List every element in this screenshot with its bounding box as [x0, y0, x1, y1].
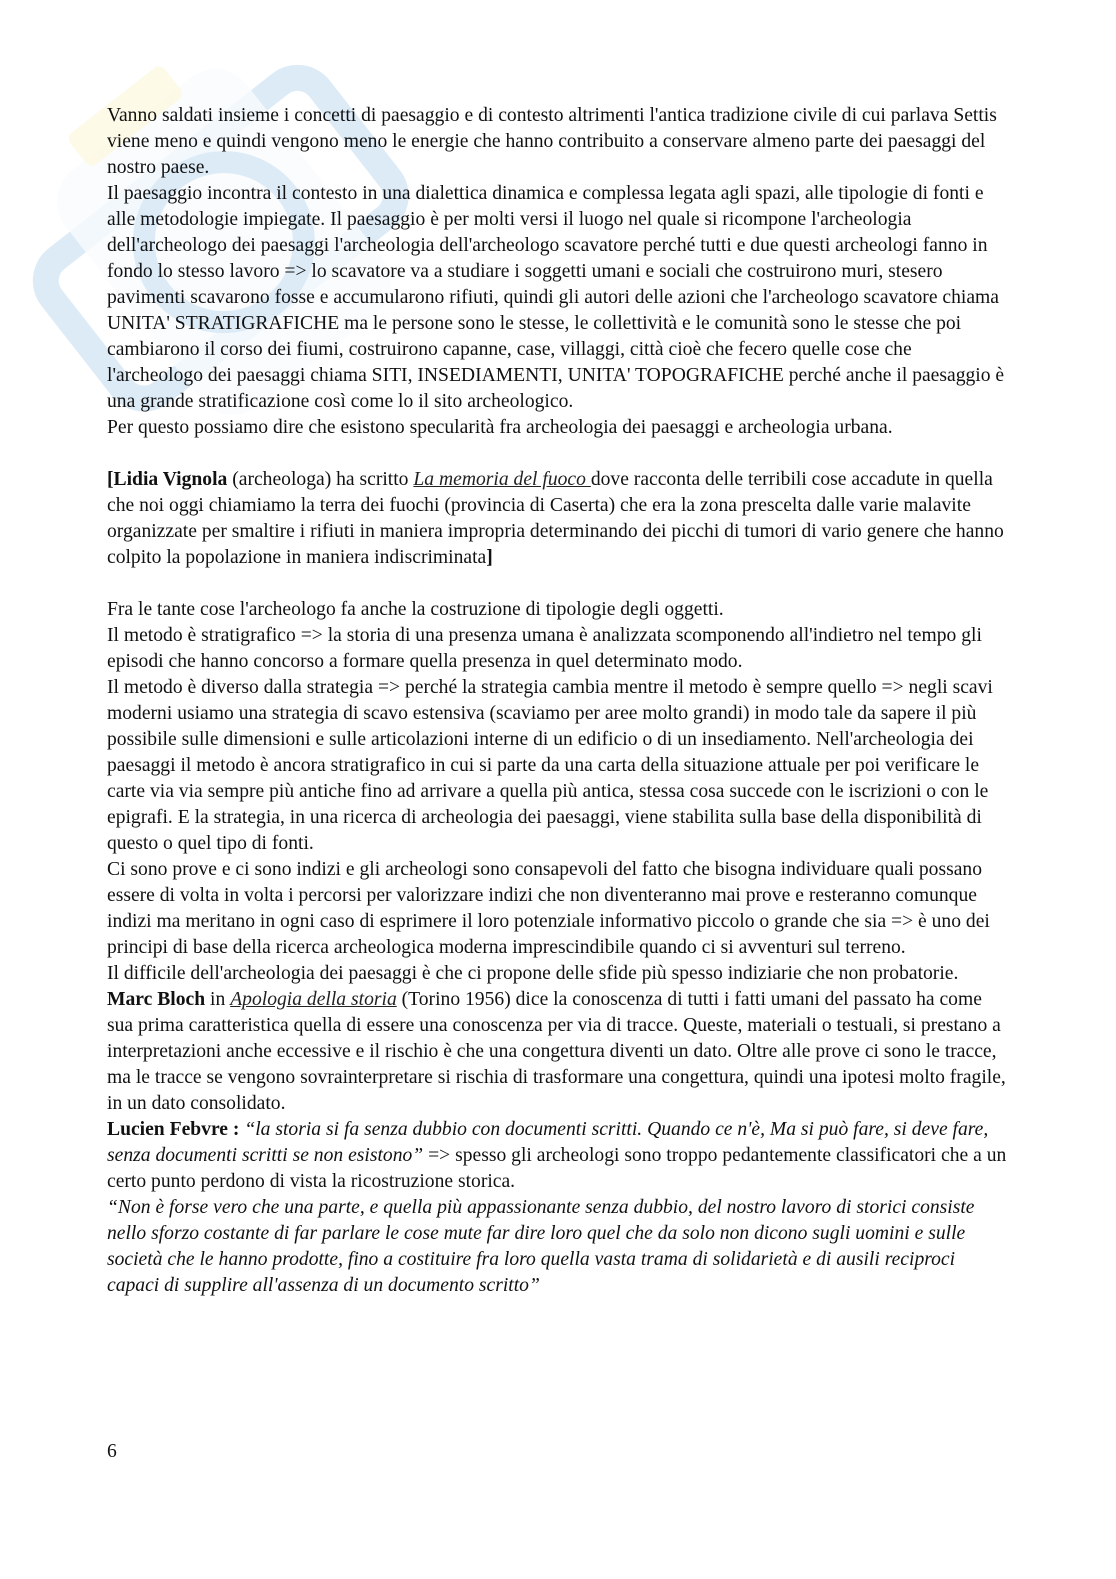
quote: “Non è forse vero che una parte, e quella più appassionante senza dubbio, del nostro lavoro di storici consiste nello sforzo costante di far parlare le cose mute far dire loro quel che da solo non dicono sugli uomini e sulle società che le hanno prodotte, fino a costituire fra loro quella vasta trama di solidarietà e di ausili reciproci capaci di supplire all'assenza di un documento scritto” — [107, 1197, 975, 1296]
paragraph: Il paesaggio incontra il contesto in una dialettica dinamica e complessa legata agli spazi, alle tipologie di fonti e alle metodologie impiegate. Il paesaggio è per molti versi il luogo nel quale si ricompone l'archeologia dell'archeologo dei paesaggi l'archeologia dell'archeologo scavatore perché tutti e due questi archeologi fanno in fondo lo stesso lavoro => lo scavatore va a studiare i soggetti umani e sociali che costruirono muri, stesero pavimenti scavarono fosse e accumularono rifiuti, quindi gli autori delle azioni che l'archeologo scavatore chiama UNITA' STRATIGRAFICHE ma le persone sono le stesse, le collettività e le comunità sono le stesse che poi cambiarono il corso dei fiumi, costruirono capanne, case, villaggi, città cioè che fecero quelle cose che l'archeologo dei paesaggi chiama SITI, INSEDIAMENTI, UNITA' TOPOGRAFICHE perché anche il paesaggio è una grande stratificazione così come lo il sito archeologico. — [107, 183, 1005, 412]
document-body — [107, 103, 1007, 1299]
quote: “la storia si fa senza dubbio con documenti scritti. Quando ce n'è, Ma si può fare, si deve fare, senza documenti scritti se non esistono” — [107, 1119, 989, 1166]
paragraph: Il difficile dell'archeologia dei paesaggi è che ci propone delle sfide più spesso indiziarie che non probatorie. — [107, 963, 959, 984]
paragraph: Ci sono prove e ci sono indizi e gli archeologi sono consapevoli del fatto che bisogna individuare quali possano essere di volta in volta i percorsi per valorizzare indizi che non diventeranno mai prove e resteranno comunque indizi ma meritano in ogni caso di esprimere il loro potenziale informativo piccolo o grande che sia => è uno dei principi di base della ricerca archeologica moderna imprescindibile quando ci si avventuri sul terreno. — [107, 859, 990, 958]
text-run: dove racconta delle terribili cose accadute in quella che noi oggi chiamiamo la terra dei fuochi (provincia di Caserta) che era la zona prescelta dalle varie malavite organizzate per smaltire i rifiuti in maniera impropria determinando dei picchi di tumori di vario genere che hanno colpito la popolazione in maniera indiscriminata — [107, 469, 1004, 568]
text-run: => spesso gli archeologi sono troppo pedantemente classificatori che a un certo punto perdono di vista la ricostruzione storica. — [107, 1145, 1007, 1192]
book-title-link[interactable]: Apologia della storia — [230, 989, 397, 1010]
author-name: Lidia Vignola — [113, 469, 228, 490]
page-number: 6 — [107, 1441, 117, 1462]
paragraph-febvre — [107, 1117, 1007, 1195]
bracket-close: ] — [486, 547, 493, 568]
book-title-link[interactable]: La memoria del fuoco — [413, 469, 591, 490]
text-run: (Torino 1956) dice la conoscenza di tutti i fatti umani del passato ha come sua prima caratteristica quella di essere una conoscenza per via di tracce. Queste, materiali o testuali, si prestano a interpretazioni anche eccessive e il rischio è che una congettura diventi un dato. Oltre alle prove ci sono le tracce, ma le tracce se vengono sovrainterpretare si rischia di trasformare una congettura, quindi una ipotesi molto fragile, in un dato consolidato. — [107, 989, 1006, 1114]
text-run: in — [205, 989, 231, 1010]
paragraph: Il metodo è stratigrafico => la storia di una presenza umana è analizzata scomponendo all'indietro nel tempo gli episodi che hanno concorso a formare quella presenza in quel determinato modo. — [107, 625, 982, 672]
author-name: Marc Bloch — [107, 989, 206, 1010]
quote-paragraph — [107, 1195, 1007, 1299]
paragraph-bloch — [107, 987, 1007, 1117]
paragraph: Il metodo è diverso dalla strategia => perché la strategia cambia mentre il metodo è sempre quello => negli scavi moderni usiamo una strategia di scavo estensiva (scaviamo per aree molto grandi) in modo tale da sapere il più possibile sulle dimensioni e sulle articolazioni interne di un edificio o di un insediamento. Nell'archeologia dei paesaggi il metodo è ancora stratigrafico in cui si parte da una carta della situazione attuale per poi verificare le carte via via sempre più antiche fino ad arrivare a quella più antica, stessa cosa succede con le iscrizioni o con le epigrafi. E la strategia, in una ricerca di archeologia dei paesaggi, viene stabilita sulla base della disponibilità di questo o quel tipo di fonti. — [107, 677, 993, 854]
paragraph: Fra le tante cose l'archeologo fa anche la costruzione di tipologie degli oggetti. — [107, 599, 724, 620]
paragraph: Vanno saldati insieme i concetti di paesaggio e di contesto altrimenti l'antica tradizione civile di cui parlava Settis viene meno e quindi vengono meno le energie che hanno contribuito a conservare almeno parte dei paesaggi del nostro paese. — [107, 105, 997, 178]
paragraph: Per questo possiamo dire che esistono specularità fra archeologia dei paesaggi e archeologia urbana. — [107, 417, 893, 438]
paragraph-vignola — [107, 467, 1007, 571]
text-run: (archeologa) ha scritto — [227, 469, 414, 490]
spacer — [107, 571, 1007, 597]
bracket-open: [ — [107, 469, 114, 490]
author-name: Lucien Febvre : — [107, 1119, 240, 1140]
spacer — [107, 441, 1007, 467]
